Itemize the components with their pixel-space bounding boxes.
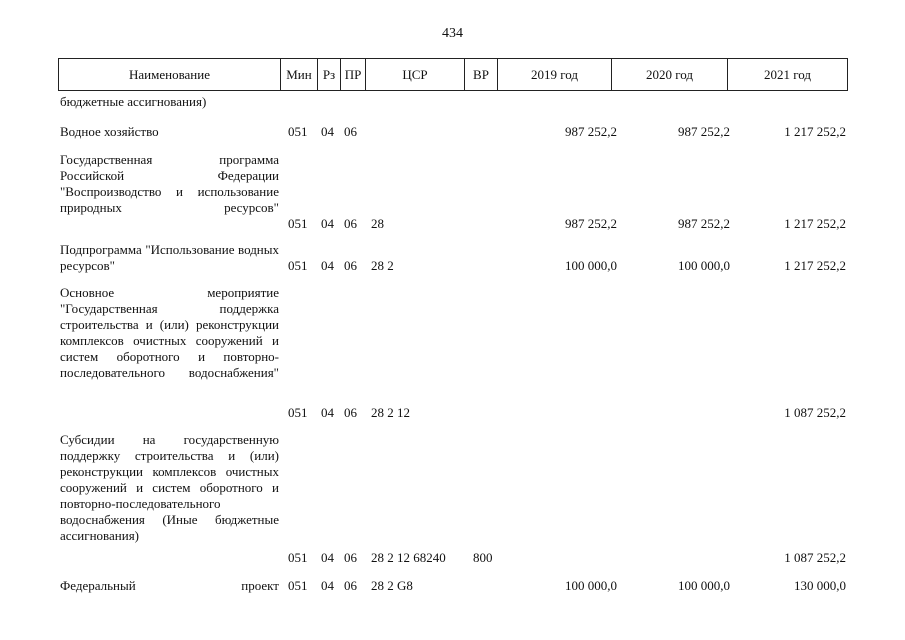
cell-min: 051: [288, 578, 308, 593]
cell-2019: 987 252,2: [565, 124, 617, 139]
header-min: Мин: [281, 59, 318, 91]
header-vr: ВР: [465, 59, 498, 91]
cell-min: 051: [288, 216, 308, 231]
cell-2020: 100 000,0: [678, 578, 730, 593]
cell-2020: 987 252,2: [678, 216, 730, 231]
cell-pr: 06: [344, 578, 357, 593]
cell-rz: 04: [321, 405, 334, 420]
cell-csr: 28 2 12 68240: [371, 550, 446, 565]
cell-2021: 130 000,0: [794, 578, 846, 593]
cell-csr: 28: [371, 216, 384, 231]
row-name: бюджетные ассигнования): [60, 94, 207, 109]
cell-rz: 04: [321, 124, 334, 139]
header-2020: 2020 год: [612, 59, 728, 91]
header-2019: 2019 год: [498, 59, 612, 91]
cell-min: 051: [288, 405, 308, 420]
header-name: Наименование: [59, 59, 281, 91]
cell-pr: 06: [344, 405, 357, 420]
header-rz: Рз: [318, 59, 341, 91]
cell-2021: 1 217 252,2: [784, 216, 846, 231]
cell-2019: 100 000,0: [565, 258, 617, 273]
cell-pr: 06: [344, 124, 357, 139]
header-csr: ЦСР: [366, 59, 465, 91]
cell-pr: 06: [344, 258, 357, 273]
row-name: Водное хозяйство: [60, 124, 159, 139]
row-name: Федеральный проект: [60, 578, 279, 593]
cell-vr: 800: [473, 550, 493, 565]
cell-2020: 100 000,0: [678, 258, 730, 273]
cell-min: 051: [288, 124, 308, 139]
row-name: Государственная программа Российской Федерации "Воспроизводство и использование природных ресурсов": [60, 152, 279, 215]
cell-pr: 06: [344, 550, 357, 565]
cell-csr: 28 2: [371, 258, 394, 273]
table-header: [58, 58, 848, 91]
cell-min: 051: [288, 550, 308, 565]
cell-2021: 1 217 252,2: [784, 124, 846, 139]
cell-2021: 1 217 252,2: [784, 258, 846, 273]
cell-2020: 987 252,2: [678, 124, 730, 139]
header-pr: ПР: [341, 59, 366, 91]
cell-rz: 04: [321, 216, 334, 231]
row-name: Субсидии на государственную поддержку строительства и (или) реконструкции комплексов очистных сооружений и систем оборотного и повторно-последовательного водоснабжения (Иные бюджетные ассигнования): [60, 432, 279, 543]
cell-2021: 1 087 252,2: [784, 550, 846, 565]
cell-min: 051: [288, 258, 308, 273]
cell-pr: 06: [344, 216, 357, 231]
page-number: 434: [442, 26, 463, 41]
cell-rz: 04: [321, 550, 334, 565]
cell-rz: 04: [321, 258, 334, 273]
cell-2019: 987 252,2: [565, 216, 617, 231]
cell-2021: 1 087 252,2: [784, 405, 846, 420]
cell-csr: 28 2 G8: [371, 578, 413, 593]
cell-rz: 04: [321, 578, 334, 593]
row-name: Основное мероприятие "Государственная поддержка строительства и (или) реконструкции комплексов очистных сооружений и систем оборотного и повторно-последовательного водоснабжения": [60, 285, 279, 380]
row-name: Подпрограмма "Использование водных ресурсов": [60, 242, 279, 273]
cell-csr: 28 2 12: [371, 405, 410, 420]
cell-2019: 100 000,0: [565, 578, 617, 593]
header-2021: 2021 год: [728, 59, 848, 91]
